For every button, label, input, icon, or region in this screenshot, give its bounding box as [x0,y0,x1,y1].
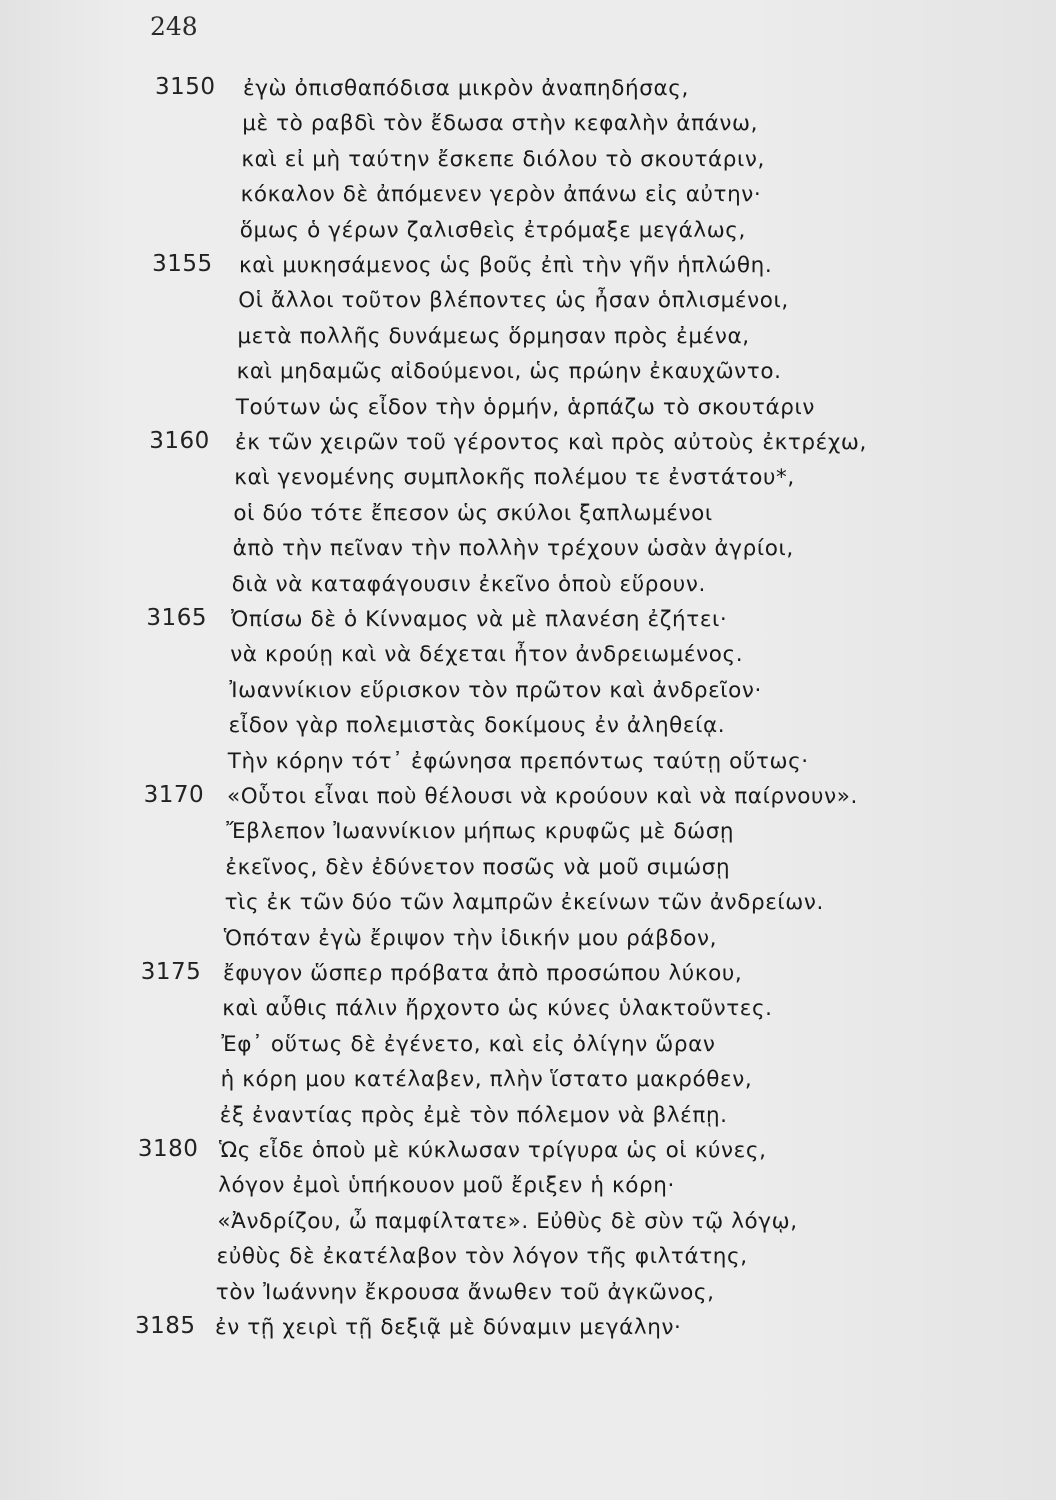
verse-line [0,463,1056,503]
verse-line [0,216,1056,256]
verse-number: 3155 [152,251,213,277]
verse-text: κόκαλον δὲ ἀπόμενεν γερὸν ἀπάνω εἰς αὐτην· [240,182,762,208]
verse-text: εἶδον γὰρ πολεμιστὰς δοκίμους ἐν ἀληθείᾳ. [228,713,726,739]
verse-text: εὐθὺς δὲ ἐκατέλαβον τὸν λόγον τῆς φιλτάτης, [216,1244,748,1270]
verse-line [0,499,1056,539]
verse-line [0,711,1056,751]
verse-text: ἐγὼ ὀπισθαπόδισα μικρὸν ἀναπηδήσας, [243,76,689,101]
verse-text: καὶ αὖθις πάλιν ἤρχοντο ὡς κύνες ὑλακτοῦντες. [222,996,773,1022]
verse-line [0,145,1056,185]
verse-line [0,322,1056,362]
verse-line [0,570,1056,610]
verse-line [0,853,1056,893]
verse-text: μὲ τὸ ραβδὶ τὸν ἔδωσα στὴν κεφαλὴν ἀπάνω, [242,111,759,137]
verse-line [0,1030,1056,1070]
verse-text: Τὴν κόρην τότ᾽ ἐφώνησα πρεπόντως ταύτῃ οὕτως· [227,748,809,774]
verse-text: διὰ νὰ καταφάγουσιν ἐκεῖνο ὁποὺ εὕρουν. [231,571,706,597]
verse-line [0,357,1056,397]
verse-line [0,74,1056,114]
verse-text: ἡ κόρη μου κατέλαβεν, πλὴν ἵστατο μακρόθεν, [220,1067,753,1093]
verse-text: οἱ δύο τότε ἔπεσον ὡς σκύλοι ξαπλωμένοι [233,500,713,526]
verse-line [0,534,1056,574]
verse-line [0,888,1056,928]
verse-line [0,1313,1056,1353]
verse-text: καὶ μυκησάμενος ὡς βοῦς ἐπὶ τὴν γῆν ἡπλώθη. [239,253,773,278]
verse-line [0,1065,1056,1105]
verse-number: 3160 [149,428,210,454]
verse-number: 3170 [143,782,205,808]
verse-text: μετὰ πολλῆς δυνάμεως ὅρμησαν πρὸς ἐμένα, [237,323,750,349]
verse-text: Ἰωαννίκιον εὕρισκον τὸν πρῶτον καὶ ἀνδρεῖον· [229,677,762,703]
verse-text: τὸν Ἰωάννην ἔκρουσα ἄνωθεν τοῦ ἀγκῶνος, [215,1279,715,1305]
verse-line [0,109,1056,149]
verse-text: ἐκεῖνος, δὲν ἐδύνετον ποσῶς νὰ μοῦ σιμώσῃ [225,854,731,880]
verse-text: καὶ γενομένης συμπλοκῆς πολέμου τε ἐνστάτου*, [234,465,795,491]
verse-line [0,676,1056,716]
verse-text: ὅμως ὁ γέρων ζαλισθεὶς ἐτρόμαξε μεγάλως, [239,217,746,243]
verse-line [0,924,1056,964]
verse-line [0,1242,1056,1282]
verse-line [0,1171,1056,1211]
verse-line [0,1278,1056,1318]
verse-line [0,747,1056,787]
verse-text: ἐκ τῶν χειρῶν τοῦ γέροντος καὶ πρὸς αὐτοὺς ἐκτρέχω, [235,430,867,455]
verse-line [0,286,1056,326]
verse-text: τὶς ἐκ τῶν δύο τῶν λαμπρῶν ἐκείνων τῶν ἀνδρείων. [224,890,824,916]
verse-number: 3150 [155,74,216,100]
verse-line [0,251,1056,291]
verse-text: καὶ μηδαμῶς αἰδούμενοι, ὡς πρώην ἐκαυχῶντο. [236,359,782,385]
verse-text: Τούτων ὡς εἶδον τὴν ὁρμήν, ἁρπάζω τὸ σκουτάριν [235,394,815,420]
verse-number: 3185 [135,1313,196,1339]
verse-text: ἐξ ἐναντίας πρὸς ἐμὲ τὸν πόλεμον νὰ βλέπῃ. [219,1102,728,1128]
verse-line [0,393,1056,433]
page-number: 248 [150,12,198,41]
verse-text: Ἔβλεπον Ἰωαννίκιον μήπως κρυφῶς μὲ δώσῃ [226,819,735,845]
verse-line [0,605,1056,645]
verse-text: «Οὗτοι εἶναι ποὺ θέλουσι νὰ κρούουν καὶ νὰ παίρνουν». [227,784,858,809]
verse-text: λόγον ἐμοὶ ὑπήκουον μοῦ ἔριξεν ἡ κόρη· [218,1173,675,1199]
verse-text: ἀπὸ τὴν πεῖναν τὴν πολλὴν τρέχουν ὡσὰν ἀγρίοι, [232,536,794,562]
verse-text: ἔφυγον ὥσπερ πρόβατα ἀπὸ προσώπου λύκου, [223,961,743,986]
verse-line [0,782,1056,822]
verse-number: 3175 [140,959,202,985]
verse-text: νὰ κρούῃ καὶ νὰ δέχεται ἦτον ἀνδρειωμένος. [230,642,744,668]
verse-line [0,994,1056,1034]
verse-text: Οἱ ἄλλοι τοῦτον βλέποντες ὡς ἦσαν ὁπλισμένοι, [238,288,789,314]
verse-text: ἐν τῇ χειρὶ τῇ δεξιᾷ μὲ δύναμιν μεγάλην· [215,1315,682,1340]
verse-text: καὶ εἰ μὴ ταύτην ἔσκεπε διόλου τὸ σκουτάριν, [241,146,765,172]
verse-line [0,817,1056,857]
verse-line [0,180,1056,220]
verse-line [0,1207,1056,1247]
verse-text: Ὡς εἶδε ὁποὺ μὲ κύκλωσαν τρίγυρα ὡς οἱ κύνες, [219,1138,767,1163]
verse-line [0,959,1056,999]
verse-number: 3165 [146,605,207,631]
verse-line [0,1101,1056,1141]
verse-text: Ὀπίσω δὲ ὁ Κίνναμος νὰ μὲ πλανέση ἐζήτει· [231,607,728,632]
verse-line [0,1136,1056,1176]
verse-text: «Ἀνδρίζου, ὦ παμφίλτατε». Εὐθὺς δὲ σὺν τῷ λόγῳ, [217,1208,798,1234]
verse-line [0,640,1056,680]
verse-text: Ὁπόταν ἐγὼ ἔριψον τὴν ἰδικήν μου ράβδον, [223,925,718,951]
verse-line [0,428,1056,468]
verse-text: Ἐφ᾽ οὕτως δὲ ἐγένετο, καὶ εἰς ὀλίγην ὥραν [221,1031,716,1057]
verse-number: 3180 [137,1136,199,1162]
